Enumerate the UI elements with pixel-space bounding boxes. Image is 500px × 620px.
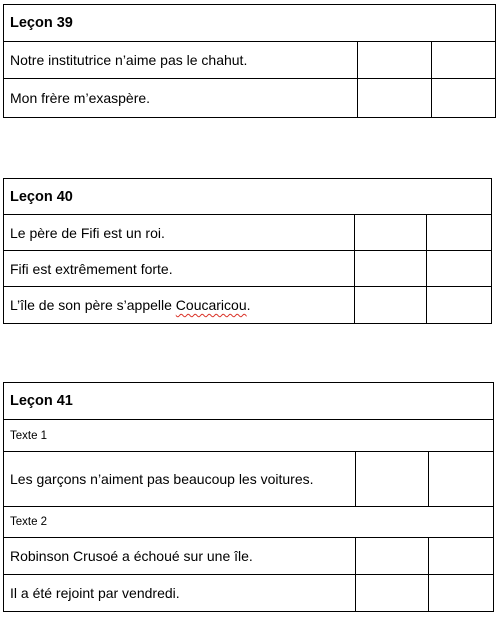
sentence-cell: Notre institutrice n’aime pas le chahut. [4, 42, 358, 79]
sentence-cell [4, 287, 355, 324]
sentence-text: . [246, 297, 251, 313]
answer-box[interactable] [355, 287, 427, 324]
spellcheck-flagged-word: Coucaricou [175, 297, 247, 313]
sentence-cell: Fifi est extrêmement forte. [4, 251, 355, 287]
answer-box[interactable] [432, 42, 496, 79]
sentence-cell: Les garçons n’aiment pas beaucoup les voitures. [4, 452, 356, 507]
section-label: Texte 2 [4, 507, 494, 538]
answer-box[interactable] [429, 575, 494, 612]
lesson-title: Leçon 39 [4, 5, 496, 42]
sentence-cell: Mon frère m’exaspère. [4, 79, 358, 118]
answer-box[interactable] [356, 538, 429, 575]
answer-box[interactable] [355, 215, 427, 251]
lesson-39-table [3, 4, 496, 118]
answer-box[interactable] [356, 452, 429, 507]
answer-box[interactable] [355, 251, 427, 287]
answer-box[interactable] [429, 538, 494, 575]
answer-box[interactable] [429, 452, 494, 507]
answer-box[interactable] [358, 79, 432, 118]
answer-box[interactable] [358, 42, 432, 79]
lesson-title: Leçon 40 [4, 179, 492, 215]
lesson-title: Leçon 41 [4, 383, 494, 420]
answer-box[interactable] [427, 251, 492, 287]
sentence-cell: Le père de Fifi est un roi. [4, 215, 355, 251]
section-label: Texte 1 [4, 420, 494, 452]
lesson-41-table [3, 382, 494, 612]
answer-box[interactable] [427, 287, 492, 324]
sentence-text: L’île de son père s’appelle [10, 297, 176, 313]
answer-box[interactable] [356, 575, 429, 612]
sentence-cell: Robinson Crusoé a échoué sur une île. [4, 538, 356, 575]
sentence-cell: Il a été rejoint par vendredi. [4, 575, 356, 612]
answer-box[interactable] [432, 79, 496, 118]
answer-box[interactable] [427, 215, 492, 251]
lesson-40-table [3, 178, 492, 324]
